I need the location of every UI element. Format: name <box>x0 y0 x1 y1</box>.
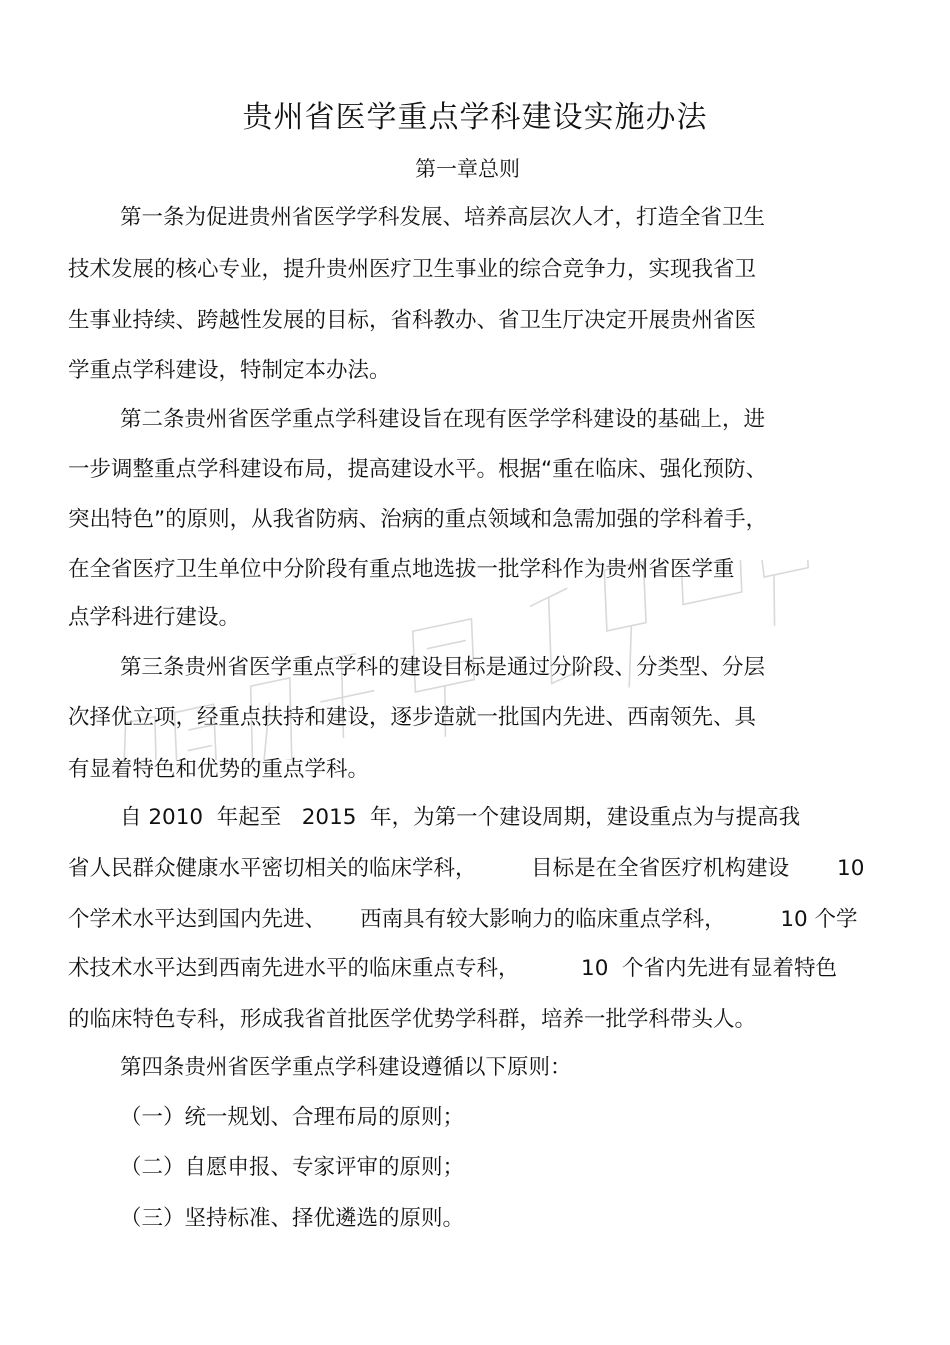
paragraph-line: 第一条为促进贵州省医学学科发展、培养高层次人才，打造全省卫生 <box>120 205 766 230</box>
list-item: （三）坚持标准、择优遴选的原则。 <box>120 1206 465 1231</box>
paragraph-line: 点学科进行建设。 <box>68 605 241 630</box>
paragraph-line: 学重点学科建设，特制定本办法。 <box>68 358 391 383</box>
list-item: （一）统一规划、合理布局的原则； <box>120 1105 465 1130</box>
paragraph-line: 第二条贵州省医学重点学科建设旨在现有医学学科建设的基础上，进 <box>120 407 766 432</box>
paragraph-line: 第三条贵州省医学重点学科的建设目标是通过分阶段、分类型、分层 <box>120 655 766 680</box>
chapter-heading: 第一章总则 <box>415 157 520 181</box>
paragraph-line: 术技术水平达到西南先进水平的临床重点专科， 10 个省内先进有显着特色 <box>68 956 838 981</box>
paragraph-line: 次择优立项，经重点扶持和建设，逐步造就一批国内先进、西南领先、具 <box>68 705 757 730</box>
paragraph-line: 有显着特色和优势的重点学科。 <box>68 757 370 782</box>
paragraph-line: 第四条贵州省医学重点学科建设遵循以下原则： <box>120 1055 572 1080</box>
paragraph-line: 省人民群众健康水平密切相关的临床学科， 目标是在全省医疗机构建设 10 <box>68 856 865 881</box>
list-item: （二）自愿申报、专家评审的原则； <box>120 1155 465 1180</box>
paragraph-line: 突出特色”的原则，从我省防病、治病的重点领域和急需加强的学科着手， <box>68 507 768 532</box>
paragraph-line: 在全省医疗卫生单位中分阶段有重点地选拔一批学科作为贵州省医学重 <box>68 557 735 582</box>
document-title: 贵州省医学重点学科建设实施办法 <box>242 100 708 135</box>
paragraph-line: 一步调整重点学科建设布局，提高建设水平。根据“重在临床、强化预防、 <box>68 457 768 482</box>
paragraph-line: 生事业持续、跨越性发展的目标，省科教办、省卫生厅决定开展贵州省医 <box>68 308 757 333</box>
paragraph-line: 自 2010 年起至 2015 年，为第一个建设周期，建设重点为与提高我 <box>120 805 801 830</box>
paragraph-line: 的临床特色专科，形成我省首批医学优势学科群，培养一批学科带头人。 <box>68 1007 757 1032</box>
paragraph-line: 技术发展的核心专业，提升贵州医疗卫生事业的综合竞争力，实现我省卫 <box>68 257 757 282</box>
paragraph-line: 个学术水平达到国内先进、 西南具有较大影响力的临床重点学科， 10 个学 <box>68 907 858 932</box>
